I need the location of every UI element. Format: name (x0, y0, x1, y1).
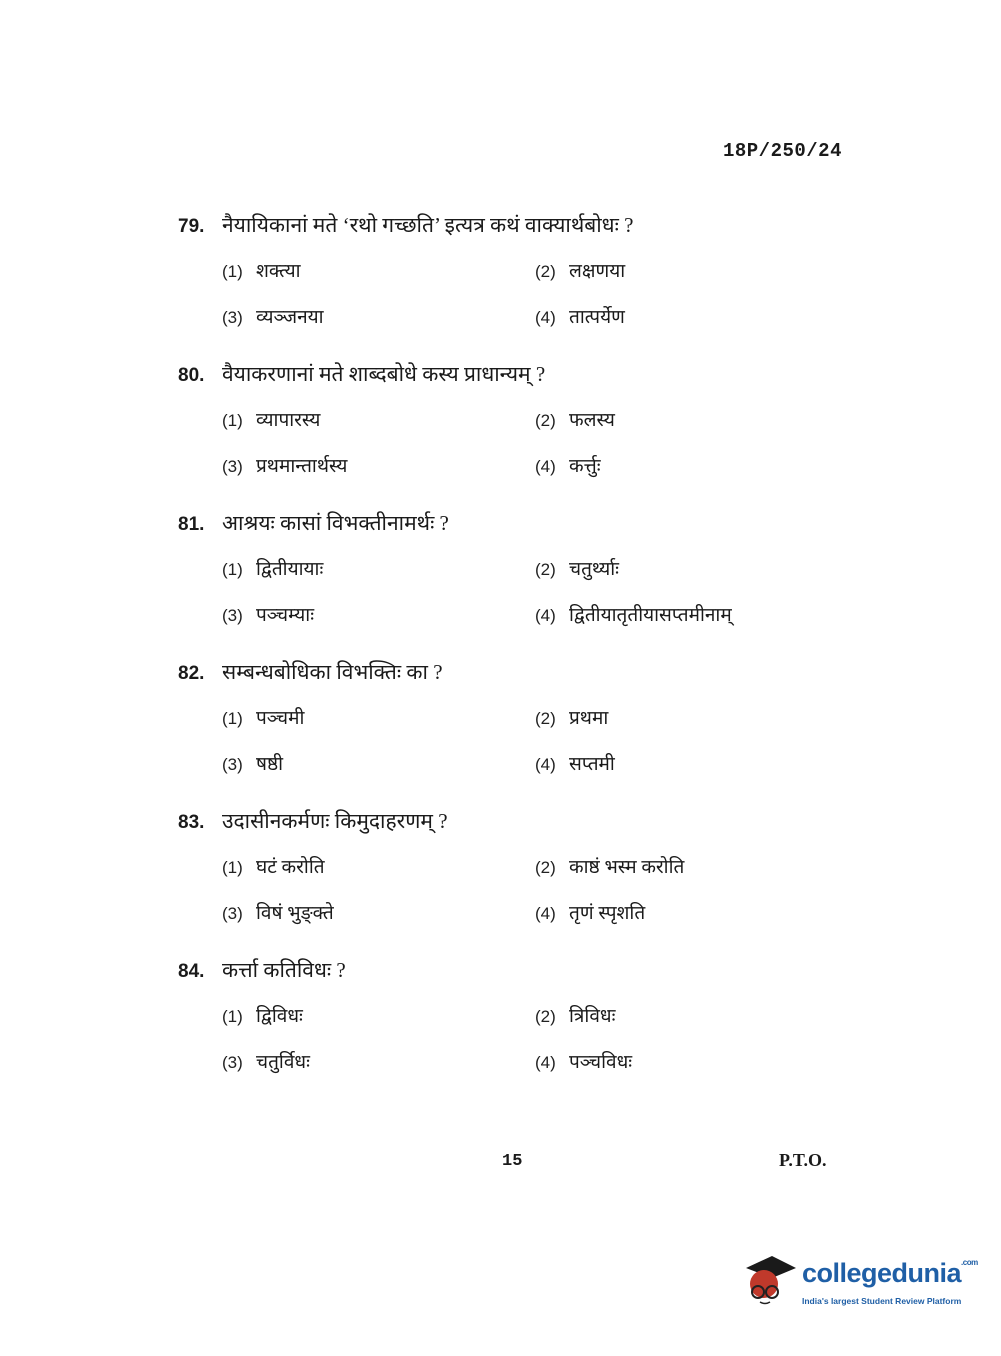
option-text: तृणं स्पृशति (569, 903, 646, 924)
question-text: नैयायिकानां मते ‘रथो गच्छति’ इत्यत्र कथं वाक्यार्थबोधः ? (222, 213, 634, 237)
option-3 (222, 452, 347, 478)
option-4 (535, 452, 601, 478)
question-text: कर्त्ता कतिविधः ? (222, 958, 346, 982)
option-number: (1) (222, 1007, 243, 1026)
option-number: (2) (535, 709, 556, 728)
option-text: व्यापारस्य (256, 410, 321, 431)
option-1 (222, 257, 301, 283)
option-number: (3) (222, 457, 243, 476)
option-number: (2) (535, 858, 556, 877)
collegedunia-logo (742, 1250, 978, 1310)
option-text: शक्त्या (256, 261, 301, 282)
option-1 (222, 853, 325, 879)
option-number: (4) (535, 457, 556, 476)
option-number: (1) (222, 560, 243, 579)
question-81 (178, 509, 878, 631)
option-number: (3) (222, 755, 243, 774)
question-number: 81. (178, 514, 205, 535)
option-number: (2) (535, 411, 556, 430)
option-1 (222, 406, 320, 432)
option-text: प्रथमा (569, 708, 609, 729)
option-text: द्वितीयातृतीयासप्तमीनाम् (569, 605, 732, 626)
option-3 (222, 750, 283, 776)
option-3 (222, 303, 324, 329)
option-number: (1) (222, 858, 243, 877)
option-text: चतुर्थ्याः (569, 559, 620, 580)
option-4 (535, 1048, 632, 1074)
option-text: व्यञ्जनया (256, 307, 324, 328)
question-84 (178, 956, 878, 1078)
option-text: लक्षणया (569, 261, 626, 282)
brand-name: collegedunia$^{.com}$ (802, 1258, 978, 1288)
brand-tagline: India's largest Student Review Platform (802, 1296, 962, 1306)
option-2 (535, 406, 615, 432)
option-number: (3) (222, 308, 243, 327)
question-text: वैयाकरणानां मते शाब्दबोधे कस्य प्राधान्यम् ? (222, 362, 546, 386)
option-text: द्वितीयायाः (256, 559, 324, 580)
option-number: (2) (535, 262, 556, 281)
question-83 (178, 807, 878, 929)
option-3 (222, 601, 314, 627)
mascot-icon (742, 1254, 796, 1306)
option-text: तात्पर्येण (569, 307, 625, 328)
option-1 (222, 704, 304, 730)
option-number: (4) (535, 1053, 556, 1072)
option-4 (535, 303, 625, 329)
option-2 (535, 704, 608, 730)
option-4 (535, 601, 732, 627)
option-3 (222, 1048, 310, 1074)
question-text: उदासीनकर्मणः किमुदाहरणम् ? (222, 809, 448, 833)
option-number: (1) (222, 709, 243, 728)
option-number: (1) (222, 411, 243, 430)
option-2 (535, 555, 619, 581)
option-number: (4) (535, 308, 556, 327)
option-text: द्विविधः (256, 1006, 303, 1027)
option-number: (3) (222, 606, 243, 625)
option-text: पञ्चविधः (569, 1052, 633, 1073)
question-82 (178, 658, 878, 780)
option-number: (4) (535, 904, 556, 923)
option-number: (1) (222, 262, 243, 281)
option-text: प्रथमान्तार्थस्य (256, 456, 348, 477)
option-text: फलस्य (569, 410, 615, 431)
question-79 (178, 211, 878, 333)
question-number: 79. (178, 216, 205, 237)
option-text: पञ्चम्याः (256, 605, 315, 626)
pto-label: P.T.O. (779, 1150, 827, 1170)
option-2 (535, 257, 625, 283)
paper-code: 18P/250/24 (722, 140, 842, 162)
option-2 (535, 853, 684, 879)
question-number: 80. (178, 365, 205, 386)
option-text: काष्ठं भस्म करोति (569, 857, 685, 878)
option-1 (222, 555, 323, 581)
option-number: (4) (535, 606, 556, 625)
option-number: (3) (222, 1053, 243, 1072)
option-text: चतुर्विधः (256, 1052, 310, 1073)
option-3 (222, 899, 334, 925)
option-number: (2) (535, 560, 556, 579)
option-number: (4) (535, 755, 556, 774)
option-1 (222, 1002, 303, 1028)
option-text: षष्ठी (256, 754, 284, 775)
option-number: (3) (222, 904, 243, 923)
option-4 (535, 750, 615, 776)
option-text: सप्तमी (569, 754, 615, 775)
option-2 (535, 1002, 615, 1028)
question-number: 82. (178, 663, 205, 684)
question-text: आश्रयः कासां विभक्तीनामर्थः ? (222, 511, 449, 535)
question-80 (178, 360, 878, 482)
option-text: पञ्चमी (256, 708, 305, 729)
question-text: सम्बन्धबोधिका विभक्तिः का ? (222, 660, 443, 684)
page-number: 15 (502, 1152, 523, 1171)
option-text: घटं करोति (256, 857, 325, 878)
question-number: 84. (178, 961, 205, 982)
option-4 (535, 899, 645, 925)
question-number: 83. (178, 812, 205, 833)
option-text: विषं भुङ्क्ते (256, 903, 334, 924)
option-text: त्रिविधः (569, 1006, 616, 1027)
option-number: (2) (535, 1007, 556, 1026)
option-text: कर्त्तुः (569, 456, 601, 477)
